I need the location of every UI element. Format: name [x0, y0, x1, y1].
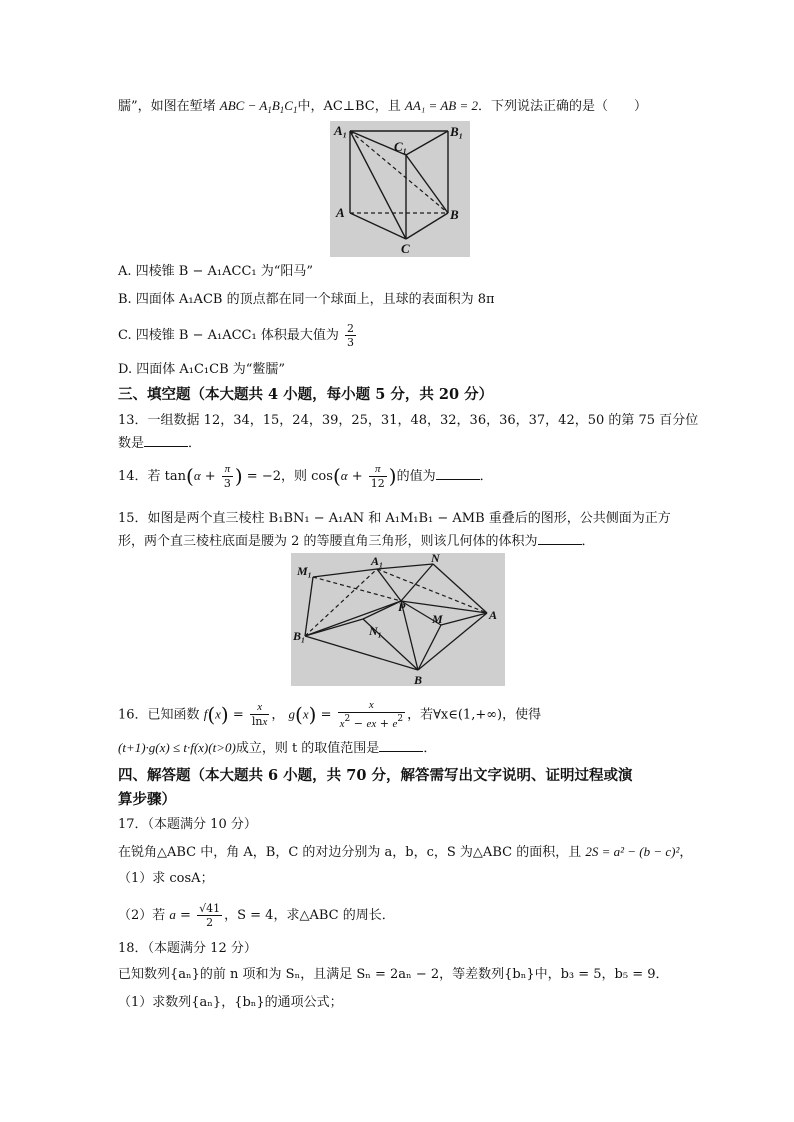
q12-stem-mid: 中，AC⊥BC，且 [297, 99, 401, 114]
q16-line2-tail: 成立，则 t 的取值范围是 [235, 741, 380, 756]
q18-stem: 已知数列{aₙ}的前 n 项和为 Sₙ，且满足 Sₙ = 2aₙ − 2，等差数列{bₙ}中，b₃ = 5，b₅ = 9． [118, 967, 669, 982]
q17-head: 17．（本题满分 10 分） [118, 817, 257, 832]
q16-tail: ，若∀x∈(1,+∞)，使得 [407, 707, 542, 723]
fraction: $\frac{2}{3}$ [346, 322, 354, 349]
q15-label-b: B [414, 673, 423, 686]
q12-stem: 臑”，如图在堑堵 ABC − $A_1B_1C_1$中，AC⊥BC，且 AA₁ = AB = 2．下列说法正确的是（ ） [118, 98, 648, 115]
q12-label-c1: C₁ [394, 139, 408, 154]
q12-label-b1: B₁ [450, 124, 464, 139]
q15-label-m: M [432, 612, 443, 626]
q15-text: 形，两个直三棱柱底面是腰为 2 的等腰直角三角形，则该几何体的体积为 [118, 534, 538, 549]
q15-label-n: N [431, 553, 440, 565]
q15-label-m1: M₁ [297, 564, 312, 578]
q16-prefix: 16．已知函数 [118, 707, 200, 723]
q12-stem-prefix: 臑”，如图在堑堵 [118, 99, 216, 114]
q17-part1: （1）求 cosA； [118, 871, 214, 886]
q16-inequality: (t+1)·g(x) ≤ t·f(x)(t>0) [118, 740, 236, 755]
q18-head: 18．（本题满分 12 分） [118, 941, 257, 956]
option-text: 四棱锥 B − A₁ACC₁ 为“阳马” [135, 264, 314, 279]
q17-part2-tail: ，S = 4，求△ABC 的周长． [224, 908, 395, 923]
q13-line1: 13．一组数据 12，34，15，24，39，25，31，48，32，36，36，37，42，50 的第 75 百分位 [118, 413, 699, 428]
q13-line2: 数是 ． [118, 436, 202, 451]
q15-label-a: A [489, 608, 498, 622]
q17-stem: 在锐角△ABC 中，角 A，B，C 的对边分别为 a，b，c，S 为△ABC 的面积，且 2S = a² − (b − c)²， [118, 844, 693, 860]
option-key: A. [118, 264, 132, 279]
q17-part2: （2）若 a = $\frac{√41}{2}$ ，S = 4，求△ABC 的周长． [118, 902, 395, 929]
q12-stem-tail: ．下列说法正确的是（ ） [478, 99, 648, 114]
q15-line1: 15．如图是两个直三棱柱 B₁BN₁ − A₁AN 和 A₁M₁B₁ − AMB 重叠后的图形，公共侧面为正方 [118, 511, 671, 526]
q14: 14．若 tan(α + $\frac{\pi}{3}$ ) = −2，则 cos(α + $\frac{\pi}{12}$ )的值为 ． [118, 463, 493, 490]
q17-part2-prefix: （2）若 [118, 908, 166, 923]
q12-option-d [118, 361, 285, 379]
fraction: $\frac{x}{x^2 - ex + e^2}$ [339, 699, 404, 730]
section-4-title-line1: 四、解答题（本大题共 6 小题，共 70 分，解答需写出文字说明、证明过程或演 [118, 767, 633, 784]
fraction: $\frac{\pi}{12}$ [370, 463, 385, 490]
q14-num: 14．若 [118, 469, 161, 484]
q14-mid: ，则 [281, 469, 308, 484]
fraction: $\frac{\pi}{3}$ [223, 463, 231, 490]
q14-tail: 的值为 [396, 469, 436, 484]
option-key: D. [118, 362, 133, 377]
answer-blank [436, 467, 480, 480]
answer-blank [379, 739, 423, 752]
q12-label-a1: A₁ [334, 123, 348, 138]
answer-blank [144, 434, 188, 447]
q16-line1: 16．已知函数 f(x) = $\frac{x}{\ln x}$ ， g(x) = $\frac{x}{x^2 - ex + e^2}$ ，若∀x∈(1,+∞)，使得 [118, 699, 542, 730]
q15-label-p: P [398, 600, 406, 614]
q12-option-b [118, 291, 495, 309]
fraction: $\frac{x}{\ln x}$ [251, 701, 268, 728]
option-text: 四棱锥 B − A₁ACC₁ 体积最大值为 [135, 328, 339, 343]
option-text: 四面体 A₁ACB 的顶点都在同一个球面上，且球的表面积为 8π [135, 292, 495, 307]
q12-option-c [118, 322, 358, 349]
section-4-title-line2: 算步骤） [118, 791, 176, 808]
q12-option-a [118, 263, 313, 281]
q12-prism-figure [330, 121, 470, 257]
section-3-title: 三、填空题（本大题共 4 小题，每小题 5 分，共 20 分） [118, 386, 494, 403]
q17-equation: 2S = a² − (b − c)² [585, 844, 680, 859]
q16-line2: (t+1)·g(x) ≤ t·f(x)(t>0)成立，则 t 的取值范围是 ． [118, 740, 437, 756]
q15-label-b1: B₁ [293, 629, 306, 643]
q14-rhs: = −2 [246, 469, 281, 484]
q15-solid-figure [291, 553, 505, 686]
option-key: C. [118, 328, 132, 343]
answer-blank [538, 532, 582, 545]
q15-line2: 形，两个直三棱柱底面是腰为 2 的等腰直角三角形，则该几何体的体积为 ． [118, 534, 595, 549]
option-key: B. [118, 292, 132, 307]
q18-part1: （1）求数列{aₙ}，{bₙ}的通项公式； [118, 995, 343, 1010]
fraction: $\frac{√41}{2}$ [199, 902, 221, 929]
q13-text: 数是 [118, 436, 145, 451]
q12-label-b: B [450, 207, 459, 222]
q12-equation: AA₁ = AB = 2 [404, 98, 478, 113]
q12-label-a: A [336, 205, 345, 220]
option-text: 四面体 A₁C₁CB 为“鳖臑” [136, 362, 286, 377]
q12-label-c: C [401, 241, 410, 256]
q17-stem-text: 在锐角△ABC 中，角 A，B，C 的对边分别为 a，b，c，S 为△ABC 的面积，且 [118, 845, 582, 860]
q15-label-n1: N₁ [369, 624, 382, 638]
q15-label-a1: A₁ [371, 554, 384, 568]
